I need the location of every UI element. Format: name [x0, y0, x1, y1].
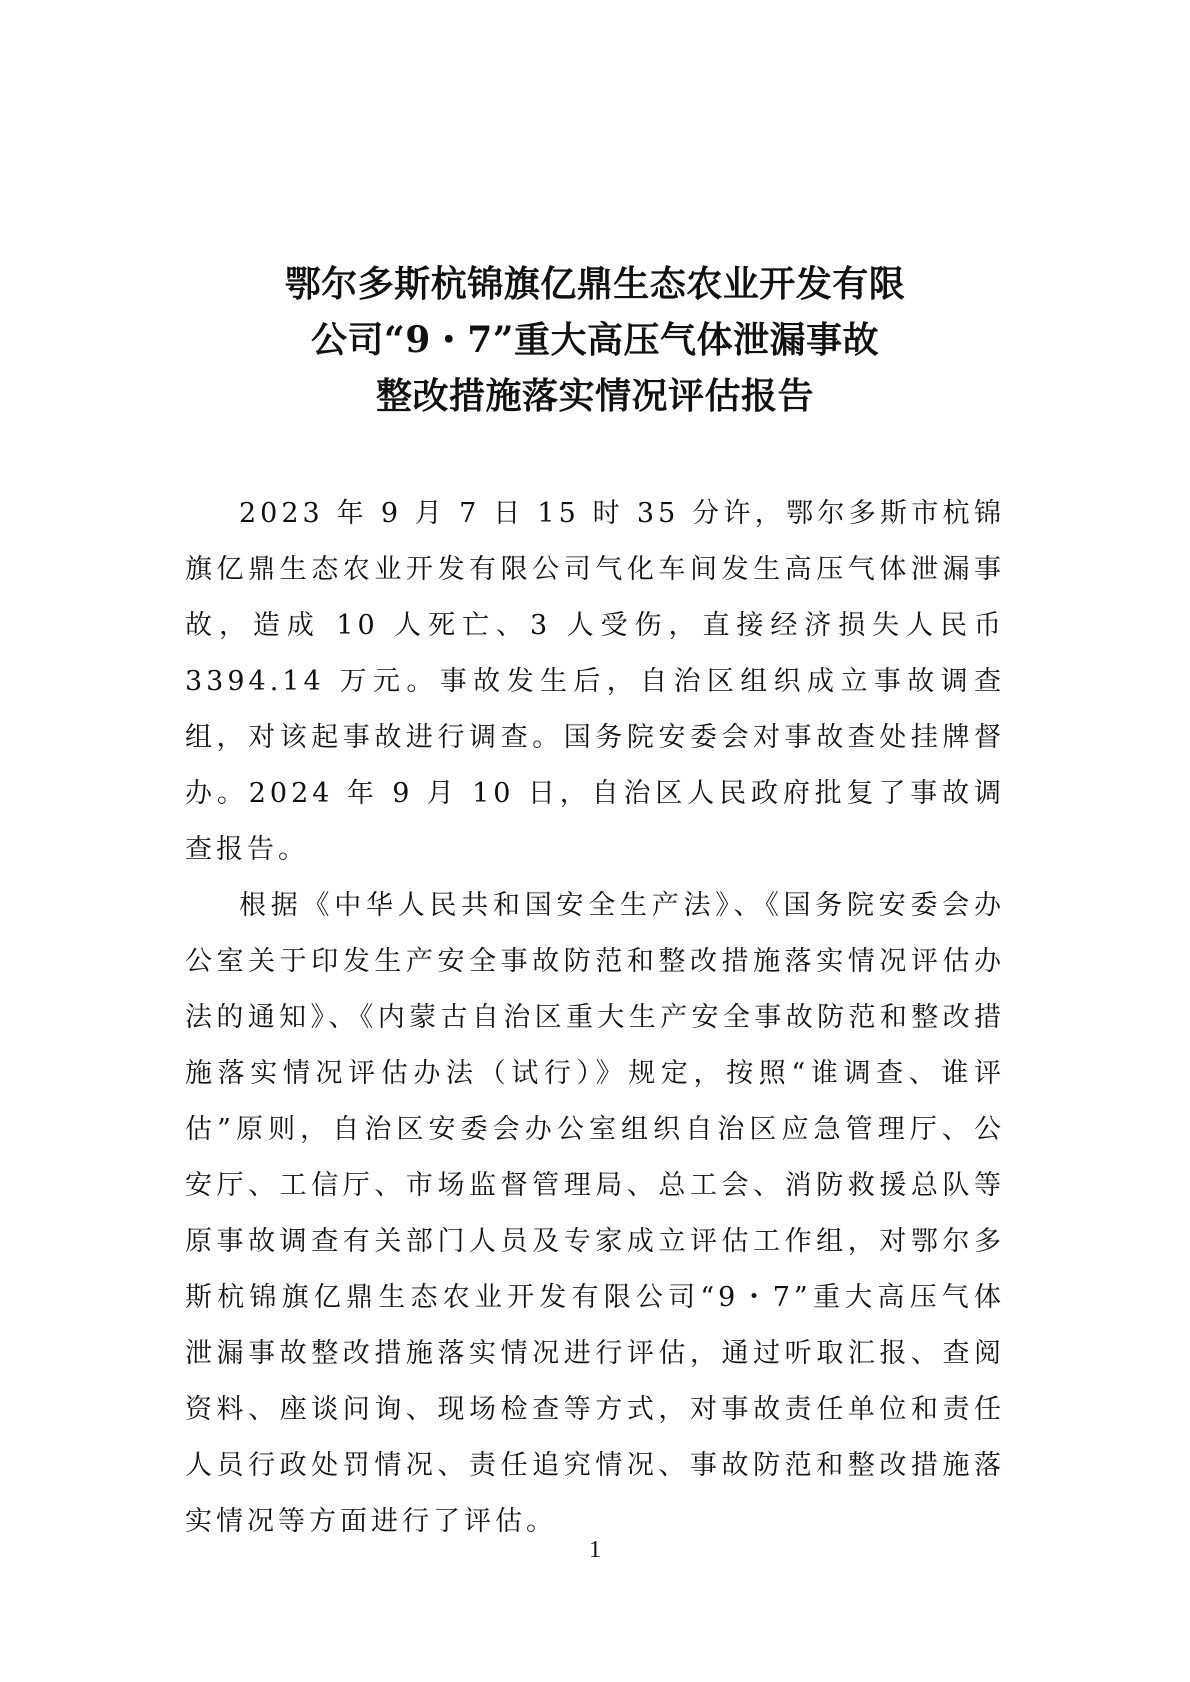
document-body [185, 486, 1005, 1550]
paragraph-accident-summary: 2023 年 9 月 7 日 15 时 35 分许，鄂尔多斯市杭锦旗亿鼎生态农业开发有限公司气化车间发生高压气体泄漏事故，造成 10 人死亡、3 人受伤，直接经济损失人民币 3394.14 万元。事故发生后，自治区组织成立事故调查组，对该起事故进行调查。国务院安委会对事故查处挂牌督办。2024 年 9 月 10 日，自治区人民政府批复了事故调查报告。 [185, 498, 1005, 865]
title-line-1: 鄂尔多斯杭锦旗亿鼎生态农业开发有限 [284, 263, 906, 305]
paragraph-evaluation-basis: 根据《中华人民共和国安全生产法》、《国务院安委会办公室关于印发生产安全事故防范和整改措施落实情况评估办法的通知》、《内蒙古自治区重大生产安全事故防范和整改措施落实情况评估办法（试行）》规定，按照“谁调查、谁评估”原则，自治区安委会办公室组织自治区应急管理厅、公安厅、工信厅、市场监督管理局、总工会、消防救援总队等原事故调查有关部门人员及专家成立评估工作组，对鄂尔多斯杭锦旗亿鼎生态农业开发有限公司“9・7”重大高压气体泄漏事故整改措施落实情况进行评估，通过听取汇报、查阅资料、座谈问询、现场检查等方式，对事故责任单位和责任人员行政处罚情况、责任追究情况、事故防范和整改措施落实情况等方面进行了评估。 [185, 890, 1005, 1537]
title-line-3: 整改措施落实情况评估报告 [375, 375, 814, 417]
title-line-2: 公司“9・7”重大高压气体泄漏事故 [310, 319, 879, 361]
page-number: 1 [589, 1537, 601, 1563]
document-title [185, 256, 1005, 424]
